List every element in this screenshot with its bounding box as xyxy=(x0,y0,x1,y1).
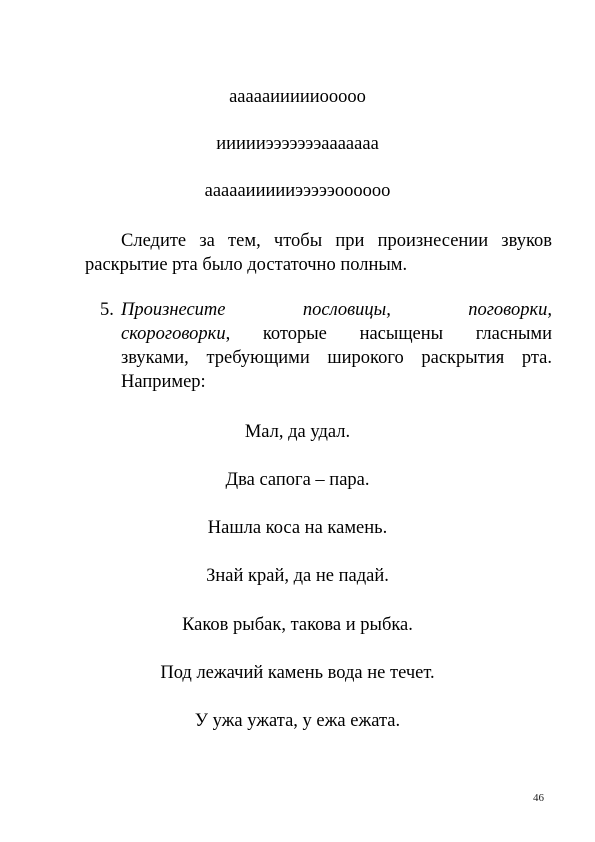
proverb-4: Знай край, да не падай. xyxy=(206,566,389,586)
vowel-drill-2: иииииэээээээааааааа xyxy=(216,134,379,154)
instruction-paragraph xyxy=(85,229,552,277)
word-pogovorki: поговорки, xyxy=(468,300,553,320)
comma: , xyxy=(225,324,231,344)
instruction-text: Следите за тем, чтобы при произнесении звуков раскрытие рта было достаточно полным. xyxy=(85,231,552,275)
word-shirokogo: широкого xyxy=(327,348,404,368)
proverb-1: Мал, да удал. xyxy=(244,422,351,442)
proverb-3: Нашла коса на камень. xyxy=(207,518,388,538)
word-trebuyushchimi: требующими xyxy=(206,348,310,368)
word-rta: рта. xyxy=(521,348,553,368)
list-line-2 xyxy=(121,322,552,346)
word-nasyshcheny: насыщены xyxy=(359,324,444,344)
vowel-drill-3: аааааиииииэээээоооооо xyxy=(204,181,391,201)
proverb-6: Под лежачий камень вода не течет. xyxy=(160,663,435,683)
word-poslovitsy: пословицы, xyxy=(302,300,391,320)
word-kotorye: которые xyxy=(262,324,327,344)
proverb-5: Каков рыбак, такова и рыбка. xyxy=(182,615,413,635)
list-line-1 xyxy=(121,298,552,322)
word-glasnymi: гласными xyxy=(475,324,553,344)
list-line-4: Например: xyxy=(121,372,206,392)
list-item-body xyxy=(121,298,552,394)
vowel-drill-1: аааааиииииооооо xyxy=(229,87,366,107)
word-proiznesite: Произнесите xyxy=(121,300,226,320)
list-number: 5. xyxy=(100,300,114,320)
page-number: 46 xyxy=(533,792,544,804)
proverb-7: У ужа ужата, у ежа ежата. xyxy=(194,711,401,731)
word-skorogovorki: скороговорки xyxy=(121,324,226,344)
word-zvukami: звуками, xyxy=(121,348,189,368)
word-raskrytiya: раскрытия xyxy=(421,348,505,368)
proverb-2: Два сапога – пара. xyxy=(225,470,370,490)
list-line-3 xyxy=(121,346,552,370)
